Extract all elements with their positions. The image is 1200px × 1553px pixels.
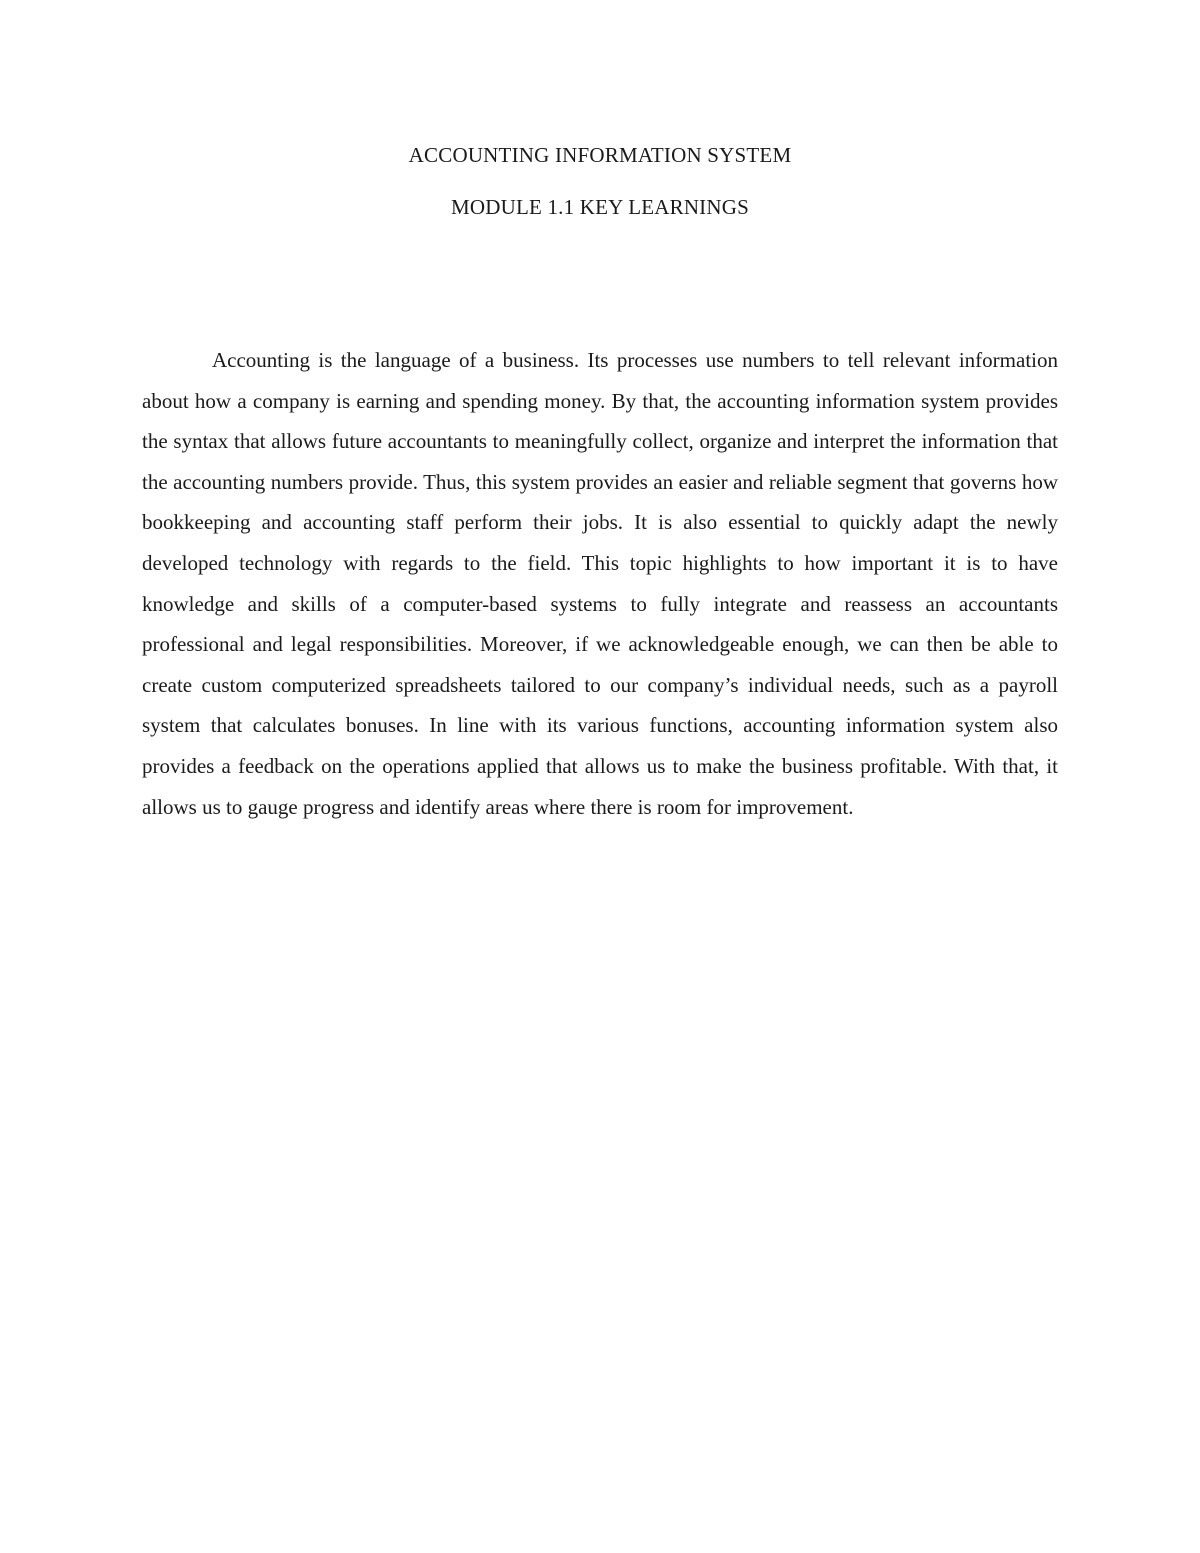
- body-paragraph: Accounting is the language of a business. Its processes use numbers to tell relevant information about how a company is earning and spending money. By that, the accounting information system provides the syntax that allows future accountants to meaningfully collect, organize and interpret the information that the accounting numbers provide. Thus, this system provides an easier and reliable segment that governs how bookkeeping and accounting staff perform their jobs. It is also essential to quickly adapt the newly developed technology with regards to the field. This topic highlights to how important it is to have knowledge and skills of a computer-based systems to fully integrate and reassess an accountants professional and legal responsibilities. Moreover, if we acknowledgeable enough, we can then be able to create custom computerized spreadsheets tailored to our company’s individual needs, such as a payroll system that calculates bonuses. In line with its various functions, accounting information system also provides a feedback on the operations applied that allows us to make the business profitable. With that, it allows us to gauge progress and identify areas where there is room for improvement.: [142, 348, 1058, 819]
- document-subtitle: MODULE 1.1 KEY LEARNINGS: [450, 195, 749, 219]
- document-title: ACCOUNTING INFORMATION SYSTEM: [408, 143, 792, 167]
